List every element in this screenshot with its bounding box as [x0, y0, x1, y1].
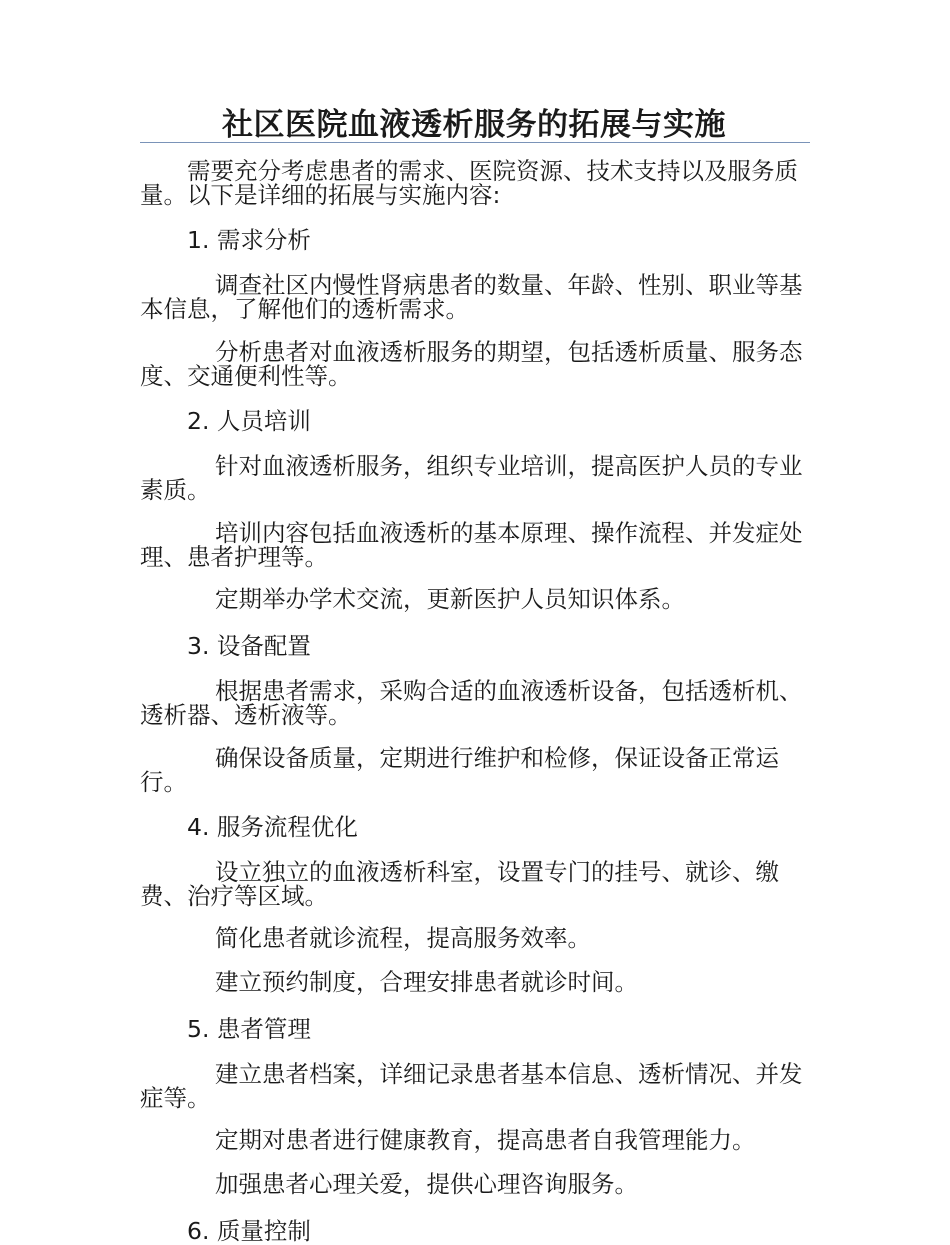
section-patient-management — [140, 1015, 810, 1198]
paragraph: 简化患者就诊流程，提高服务效率。 — [215, 924, 591, 952]
section-quality-control — [140, 1217, 810, 1245]
intro-paragraph: 需要充分考虑患者的需求、医院资源、技术支持以及服务质量。以下是详细的拓展与实施内容: — [140, 157, 798, 209]
paragraph: 确保设备质量，定期进行维护和检修，保证设备正常运行。 — [140, 744, 779, 796]
section-staff-training — [140, 407, 810, 613]
page-title: 社区医院血液透析服务的拓展与实施 — [222, 107, 726, 143]
paragraph: 加强患者心理关爱，提供心理咨询服务。 — [215, 1170, 638, 1198]
paragraph: 定期举办学术交流，更新医护人员知识体系。 — [215, 585, 685, 613]
section-demand-analysis — [140, 226, 810, 388]
document-page — [140, 104, 810, 1245]
paragraph: 针对血液透析服务，组织专业培训，提高医护人员的专业素质。 — [140, 452, 803, 504]
paragraph: 设立独立的血液透析科室，设置专门的挂号、就诊、缴费、治疗等区域。 — [140, 858, 779, 910]
paragraph: 分析患者对血液透析服务的期望，包括透析质量、服务态度、交通便利性等。 — [140, 338, 803, 390]
section-heading: 2. 人员培训 — [187, 407, 311, 435]
section-process-optimization — [140, 813, 810, 996]
section-heading: 6. 质量控制 — [187, 1217, 311, 1245]
section-heading: 4. 服务流程优化 — [187, 813, 358, 841]
paragraph: 根据患者需求，采购合适的血液透析设备，包括透析机、透析器、透析液等。 — [140, 677, 803, 729]
paragraph: 建立患者档案，详细记录患者基本信息、透析情况、并发症等。 — [140, 1060, 803, 1112]
section-heading: 3. 设备配置 — [187, 632, 311, 660]
paragraph: 定期对患者进行健康教育，提高患者自我管理能力。 — [215, 1126, 756, 1154]
section-heading: 1. 需求分析 — [187, 226, 311, 254]
paragraph: 调查社区内慢性肾病患者的数量、年龄、性别、职业等基本信息，了解他们的透析需求。 — [140, 271, 803, 323]
paragraph: 建立预约制度，合理安排患者就诊时间。 — [215, 968, 638, 996]
section-heading: 5. 患者管理 — [187, 1015, 311, 1043]
paragraph: 培训内容包括血液透析的基本原理、操作流程、并发症处理、患者护理等。 — [140, 519, 803, 571]
section-equipment — [140, 632, 810, 794]
